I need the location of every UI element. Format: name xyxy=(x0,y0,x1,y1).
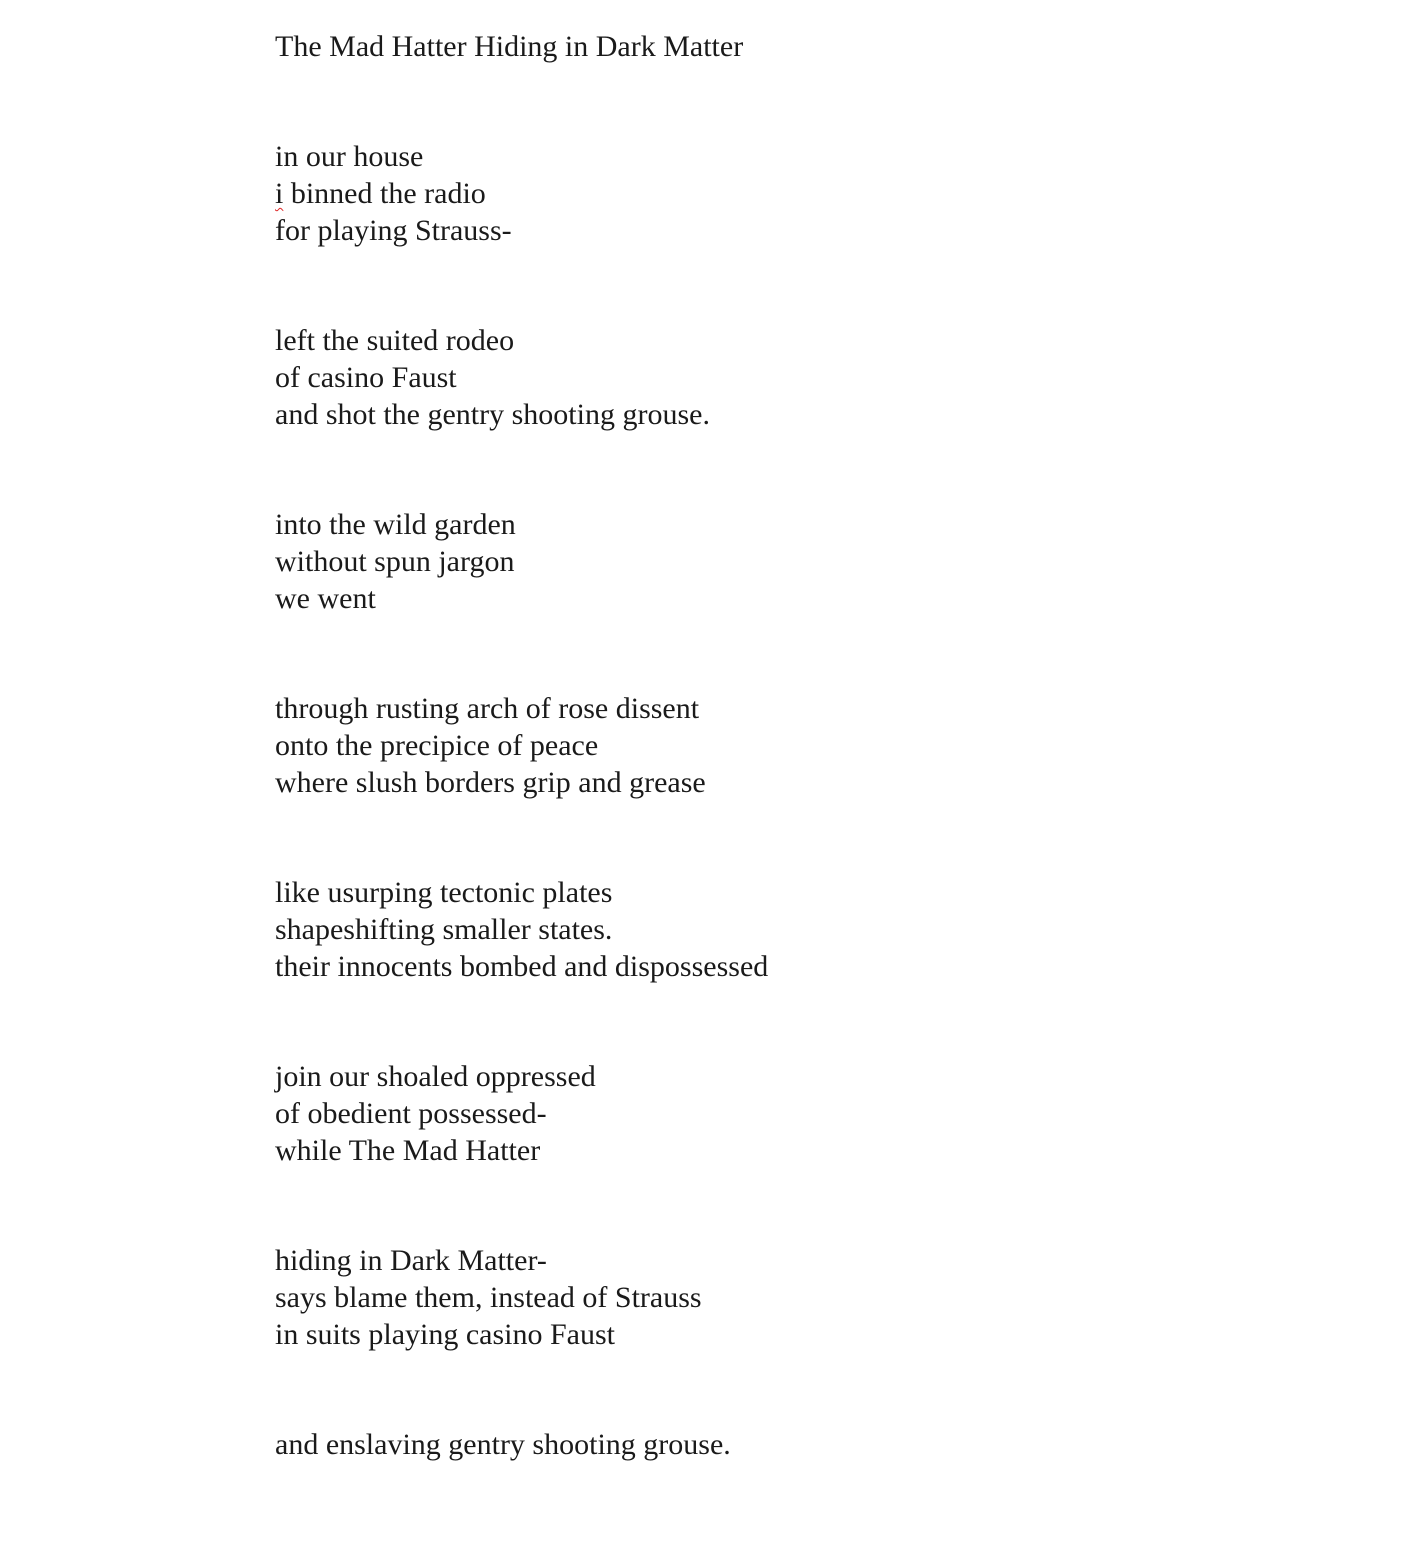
stanza-6 xyxy=(275,1058,596,1169)
poem-line: of obedient possessed- xyxy=(275,1097,547,1130)
stanza-3 xyxy=(275,506,516,617)
poem-line: for playing Strauss- xyxy=(275,214,512,247)
spellcheck-flagged-word[interactable]: i xyxy=(275,177,284,210)
poem-title: The Mad Hatter Hiding in Dark Matter xyxy=(275,30,744,63)
stanza-4 xyxy=(275,690,706,801)
poem-line: and enslaving gentry shooting grouse. xyxy=(275,1428,731,1461)
stanza-1 xyxy=(275,138,512,249)
stanza-8 xyxy=(275,1426,731,1463)
poem-line: like usurping tectonic plates xyxy=(275,876,613,909)
poem-line: without spun jargon xyxy=(275,545,515,578)
poem-line: left the suited rodeo xyxy=(275,324,515,357)
poem-line: of casino Faust xyxy=(275,361,457,394)
poem-line: in our house xyxy=(275,140,424,173)
poem-line xyxy=(275,175,512,212)
poem-line: shapeshifting smaller states. xyxy=(275,913,613,946)
stanza-7 xyxy=(275,1242,702,1353)
poem-line: while The Mad Hatter xyxy=(275,1134,541,1167)
poem-line: where slush borders grip and grease xyxy=(275,766,706,799)
poem-line: says blame them, instead of Strauss xyxy=(275,1281,702,1314)
poem-line-rest: binned the radio xyxy=(283,177,486,210)
stanza-2 xyxy=(275,322,710,433)
stanza-5 xyxy=(275,874,768,985)
poem-line: we went xyxy=(275,582,376,615)
poem-line: hiding in Dark Matter- xyxy=(275,1244,547,1277)
poem-line: their innocents bombed and dispossessed xyxy=(275,950,769,983)
poem-line: in suits playing casino Faust xyxy=(275,1318,615,1351)
poem-line: onto the precipice of peace xyxy=(275,729,599,762)
poem-line: join our shoaled oppressed xyxy=(275,1060,596,1093)
poem-line: through rusting arch of rose dissent xyxy=(275,692,700,725)
poem-line: into the wild garden xyxy=(275,508,516,541)
poem-line: and shot the gentry shooting grouse. xyxy=(275,398,710,431)
